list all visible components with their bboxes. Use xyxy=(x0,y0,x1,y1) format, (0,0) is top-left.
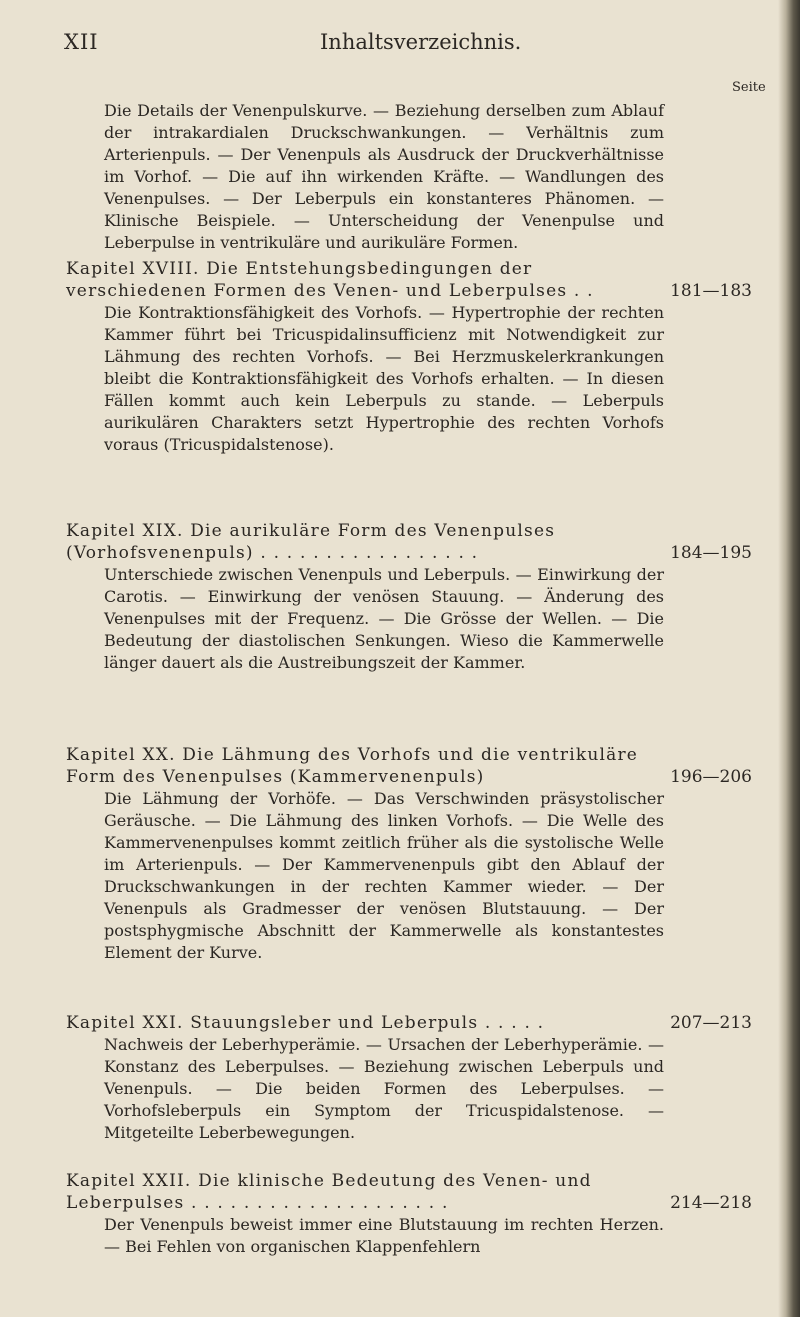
chapter-heading xyxy=(66,1170,756,1214)
chapter-heading xyxy=(66,744,756,788)
page-header xyxy=(0,30,778,60)
chapter-title: Kapitel XVIII. Die Entstehungsbedingungen der verschiedenen Formen des Venen- und Leberpulses . . xyxy=(66,259,594,301)
toc-entry-chapter-18 xyxy=(66,258,756,456)
toc-entry-chapter-22 xyxy=(66,1170,756,1258)
chapter-title: Kapitel XX. Die Lähmung des Vorhofs und die ventrikuläre Form des Venenpulses (Kammervenenpuls) xyxy=(66,745,639,787)
chapter-summary: Nachweis der Leberhyperämie. — Ursachen der Leberhyperämie. — Konstanz des Leberpulses. — Beziehung zwischen Leberpuls und Venenpuls. — Die beiden Formen des Leberpulses. — Vorhofsleberpuls ein Symptom der Tricuspidalstenose. — Mitgeteilte Leberbewegungen. xyxy=(104,1035,664,1142)
chapter-summary: Die Lähmung der Vorhöfe. — Das Verschwinden präsystolischer Geräusche. — Die Lähmung des linken Vorhofs. — Die Welle des Kammervenenpulses kommt zeitlich früher als die systolische Welle im Arterienpuls. — Der Kammervenenpuls gibt den Ablauf der Druckschwankungen in der rechten Kammer wieder. — Der Venenpuls als Gradmesser der venösen Blutstauung. — Der postsphygmische Abschnitt der Kammerwelle als konstantestes Element der Kurve. xyxy=(104,789,664,962)
running-title: Inhaltsverzeichnis. xyxy=(320,30,522,54)
chapter-pages: 214—218 xyxy=(670,1193,752,1213)
page-column-label: Seite xyxy=(732,80,766,95)
toc-entry-chapter-21 xyxy=(66,1012,756,1144)
toc-entry-chapter-20 xyxy=(66,744,756,964)
chapter-title: Kapitel XXII. Die klinische Bedeutung des Venen- und Leberpulses . . . . . . . . . . . . . . . . . . . . xyxy=(66,1171,592,1213)
page-edge-shadow xyxy=(778,0,800,1317)
chapter-pages: 181—183 xyxy=(670,281,752,301)
page-number: XII xyxy=(64,30,99,54)
chapter-heading xyxy=(66,1012,756,1034)
chapter-pages: 196—206 xyxy=(670,767,752,787)
chapter-heading xyxy=(66,520,756,564)
chapter-summary: Der Venenpuls beweist immer eine Blutstauung im rechten Herzen. — Bei Fehlen von organischen Klappenfehlern xyxy=(104,1215,664,1256)
chapter-summary: Die Kontraktionsfähigkeit des Vorhofs. — Hypertrophie der rechten Kammer führt bei Tricuspidalinsufficienz mit Notwendigkeit zur Lähmung des rechten Vorhofs. — Bei Herzmuskelerkrankungen bleibt die Kontraktionsfähigkeit des Vorhofs erhalten. — In diesen Fällen kommt auch kein Leberpuls zu stande. — Leberpuls aurikulären Charakters setzt Hypertrophie des rechten Vorhofs voraus (Tricuspidalstenose). xyxy=(104,303,664,454)
chapter-title: Kapitel XXI. Stauungsleber und Leberpuls . . . . . xyxy=(66,1013,545,1033)
chapter-heading xyxy=(66,258,756,302)
chapter-summary: Unterschiede zwischen Venenpuls und Leberpuls. — Einwirkung der Carotis. — Einwirkung der venösen Stauung. — Änderung des Venenpulses mit der Frequenz. — Die Grösse der Wellen. — Die Bedeutung der diastolischen Senkungen. Wieso die Kammerwelle länger dauert als die Austreibungszeit der Kammer. xyxy=(104,565,664,672)
chapter-pages: 207—213 xyxy=(670,1013,752,1033)
lead-paragraph: Die Details der Venenpulskurve. — Beziehung derselben zum Ablauf der intrakardialen Druckschwankungen. — Verhältnis zum Arterienpuls. — Der Venenpuls als Ausdruck der Druckverhältnisse im Vorhof. — Die auf ihn wirkenden Kräfte. — Wandlungen des Venenpulses. — Der Leberpuls ein konstanteres Phänomen. — Klinische Beispiele. — Unterscheidung der Venenpulse und Leberpulse in ventrikuläre und aurikuläre Formen. xyxy=(104,101,664,252)
chapter-pages: 184—195 xyxy=(670,543,752,563)
toc-entry-chapter-19 xyxy=(66,520,756,674)
chapter-title: Kapitel XIX. Die aurikuläre Form des Venenpulses (Vorhofsvenenpuls) . . . . . . . . . . . . . . . . . xyxy=(66,521,556,563)
